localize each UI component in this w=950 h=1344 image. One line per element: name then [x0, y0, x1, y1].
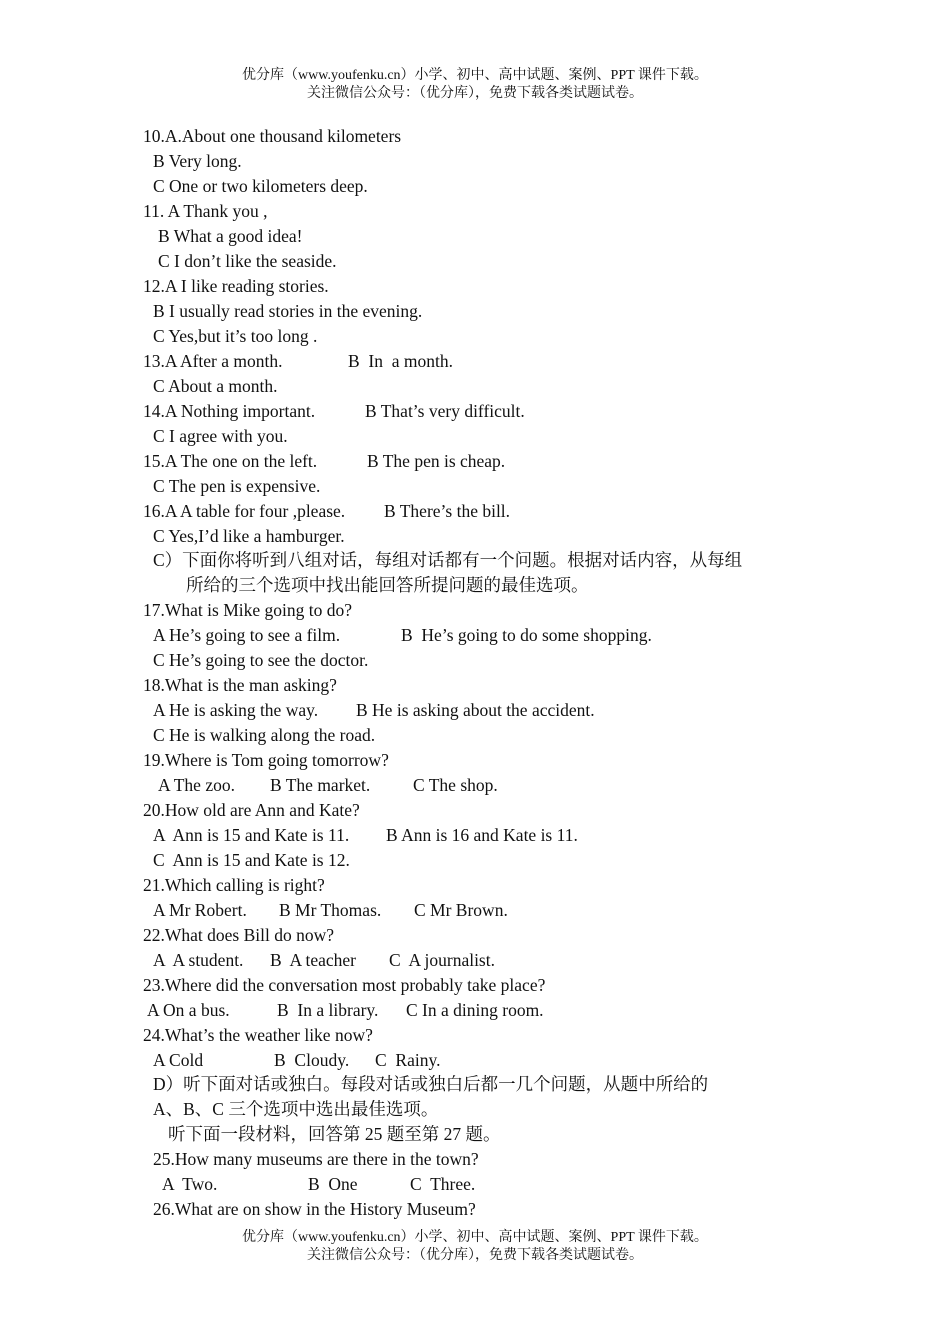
text-line: 13.A After a month. [143, 351, 283, 371]
page-header [0, 67, 950, 103]
text-line: C About a month. [153, 376, 278, 396]
header-line-1: 优分库（www.youfenku.cn）小学、初中、高中试题、案例、PPT 课件下载。 [242, 68, 708, 83]
text-line: B A teacher [270, 950, 357, 970]
text-line: C In a dining room. [406, 1000, 544, 1020]
text-line: C He is walking along the road. [153, 725, 376, 745]
text-line: C Three. [410, 1174, 476, 1194]
text-line: B Cloudy. [274, 1050, 350, 1070]
text-line: C A journalist. [389, 950, 495, 970]
text-line: B That’s very difficult. [365, 401, 525, 421]
text-line: B Ann is 16 and Kate is 11. [386, 825, 578, 845]
text-line: A Ann is 15 and Kate is 11. [153, 825, 350, 845]
text-line: B In a library. [277, 1000, 379, 1020]
text-line: A Cold [153, 1050, 204, 1070]
text-line: 18.What is the man asking? [143, 675, 337, 695]
text-line: 23.Where did the conversation most probably take place? [143, 975, 546, 995]
text-line: 15.A The one on the left. [143, 451, 318, 471]
footer-line-2: 关注微信公众号：（优分库），免费下载各类试题试卷。 [307, 1248, 643, 1263]
section-instruction: D）听下面对话或独白。每段对话或独白后都一几个问题，从题中所给的 [153, 1074, 709, 1094]
section-instruction: 听下面一段材料，回答第 25 题至第 27 题。 [168, 1124, 501, 1144]
text-line: C The shop. [413, 775, 498, 795]
text-line: 17.What is Mike going to do? [143, 600, 353, 620]
text-line: C Rainy. [375, 1050, 441, 1070]
text-line: 21.Which calling is right? [143, 875, 325, 895]
text-line: A He’s going to see a film. [153, 625, 341, 645]
text-line: B Very long. [153, 151, 242, 171]
text-line: B He’s going to do some shopping. [401, 625, 652, 645]
page-footer [0, 1229, 950, 1265]
text-line: 20.How old are Ann and Kate? [143, 800, 360, 820]
text-line: 19.Where is Tom going tomorrow? [143, 750, 389, 770]
text-line: C Ann is 15 and Kate is 12. [153, 850, 350, 870]
text-line: C Mr Brown. [414, 900, 508, 920]
text-line: 16.A A table for four ,please. [143, 501, 346, 521]
text-line: B He is asking about the accident. [356, 700, 595, 720]
text-line: A Two. [162, 1174, 218, 1194]
text-line: C Yes,I’d like a hamburger. [153, 526, 345, 546]
text-line: A A student. [153, 950, 244, 970]
text-line: A He is asking the way. [153, 700, 319, 720]
header-line-2: 关注微信公众号：（优分库），免费下载各类试题试卷。 [307, 86, 643, 101]
text-line: A The zoo. [158, 775, 235, 795]
text-line: B In a month. [348, 351, 453, 371]
text-line: 24.What’s the weather like now? [143, 1025, 373, 1045]
text-line: 12.A I like reading stories. [143, 276, 329, 296]
text-line: 25.How many museums are there in the town? [153, 1149, 479, 1169]
text-line: C One or two kilometers deep. [153, 176, 368, 196]
section-instruction: 所给的三个选项中找出能回答所提问题的最佳选项。 [186, 575, 589, 595]
text-line: C Yes,but it’s too long . [153, 326, 318, 346]
text-line: B The market. [270, 775, 371, 795]
footer-line-1: 优分库（www.youfenku.cn）小学、初中、高中试题、案例、PPT 课件下载。 [242, 1230, 708, 1245]
text-line: 11. A Thank you , [143, 201, 268, 221]
text-line: 22.What does Bill do now? [143, 925, 335, 945]
text-line: C I agree with you. [153, 426, 288, 446]
text-line: B The pen is cheap. [367, 451, 506, 471]
text-line: C I don’t like the seaside. [158, 251, 337, 271]
text-line: B What a good idea! [158, 226, 303, 246]
text-line: A On a bus. [147, 1000, 230, 1020]
text-line: B There’s the bill. [384, 501, 511, 521]
text-line: B I usually read stories in the evening. [153, 301, 423, 321]
text-line: 26.What are on show in the History Museum? [153, 1199, 476, 1219]
section-instruction: C）下面你将听到八组对话，每组对话都有一个问题。根据对话内容，从每组 [153, 550, 743, 570]
text-line: B Mr Thomas. [279, 900, 382, 920]
text-line: B One [308, 1174, 358, 1194]
text-line: 14.A Nothing important. [143, 401, 316, 421]
text-line: C He’s going to see the doctor. [153, 650, 369, 670]
text-line: A Mr Robert. [153, 900, 247, 920]
text-line: 10.A.About one thousand kilometers [143, 126, 402, 146]
text-line: C The pen is expensive. [153, 476, 321, 496]
section-instruction: A、B、C 三个选项中选出最佳选项。 [153, 1099, 439, 1119]
